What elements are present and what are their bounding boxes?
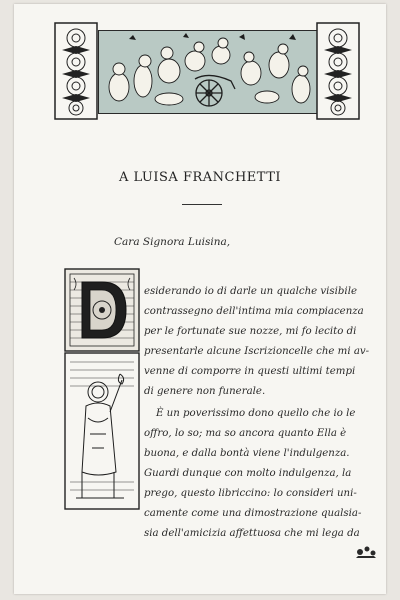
body-text-line: camente come una dimostrazione qualsia-	[144, 508, 362, 519]
body-text-line: esiderando io di darle un qualche visibile	[144, 286, 357, 297]
body-text-line: per le fortunate sue nozze, mi fo lecito di	[144, 326, 357, 337]
body-text-line: Guardi dunque con molto indulgenza, la	[144, 468, 352, 479]
ornament-panel-right	[316, 22, 360, 120]
body-text-line: È un poverissimo dono quello che io le	[156, 408, 356, 419]
body-text-line: prego, questo libriccino: lo consideri uni-	[144, 488, 357, 499]
dedication-title: A LUISA FRANCHETTI	[118, 170, 282, 185]
illuminated-initial-d	[64, 268, 140, 352]
body-text-line: di genere non funerale.	[144, 386, 266, 397]
body-text-line: venne di comporre in questi ultimi tempi	[144, 366, 356, 377]
ornament-panel-left	[54, 22, 98, 120]
body-text-line: buona, e dalla bontà viene l'indulgenza.	[144, 448, 350, 459]
saint-figure-illustration	[64, 352, 140, 510]
corner-ornament-icon	[354, 542, 378, 560]
body-text-line: contrassegno dell'intima mia compiacenza	[144, 306, 364, 317]
title-divider	[182, 204, 222, 205]
letter-greeting: Cara Signora Luisina,	[114, 236, 231, 248]
body-text-line: offro, lo so; ma so ancora quanto Ella è	[144, 428, 347, 439]
decorative-header-band	[54, 22, 360, 120]
classical-frieze-illustration	[98, 30, 318, 114]
body-text-line: sia dell'amicizia affettuosa che mi lega da	[144, 528, 360, 539]
body-text-line: presentarle alcune Iscrizioncelle che mi av-	[144, 346, 370, 357]
book-page	[14, 4, 386, 594]
